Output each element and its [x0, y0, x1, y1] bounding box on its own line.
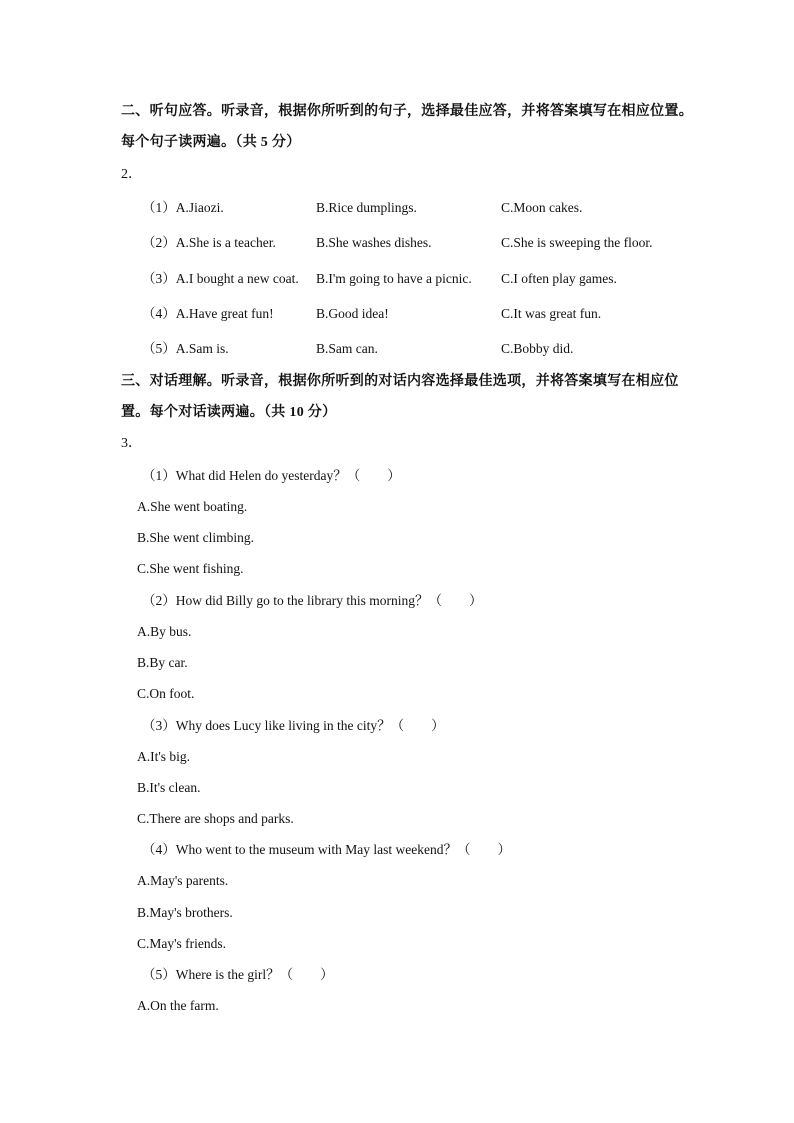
section2-heading-line2: 每个句子读两遍。（共 5 分）	[121, 135, 301, 150]
answer-option: A.By bus.	[137, 624, 192, 639]
section3-heading-line1: 三、对话理解。听录音，根据你所听到的对话内容选择最佳选项，并将答案填写在相应位	[121, 374, 679, 389]
sub-question: （3）Why does Lucy like living in the city？（ ）	[142, 718, 445, 733]
answer-option: A.On the farm.	[137, 998, 219, 1013]
option-b: B.Rice dumplings.	[316, 200, 417, 215]
answer-option: A.May's parents.	[137, 873, 229, 888]
question-number-2: 2．	[121, 167, 142, 182]
option-a: （4）A.Have great fun!	[142, 306, 274, 321]
option-b: B.I'm going to have a picnic.	[316, 271, 472, 286]
option-c: C.It was great fun.	[501, 306, 602, 321]
option-c: C.Moon cakes.	[501, 200, 583, 215]
answer-option: C.There are shops and parks.	[137, 811, 294, 826]
answer-option: A.She went boating.	[137, 499, 248, 514]
option-a: （2）A.She is a teacher.	[142, 235, 276, 250]
option-a: （5）A.Sam is.	[142, 341, 229, 356]
answer-option: B.It's clean.	[137, 780, 201, 795]
sub-question: （5）Where is the girl？（ ）	[142, 967, 334, 982]
sub-question: （1）What did Helen do yesterday？（ ）	[142, 468, 401, 483]
option-b: B.She washes dishes.	[316, 235, 432, 250]
answer-option: B.She went climbing.	[137, 530, 254, 545]
option-b: B.Good idea!	[316, 306, 389, 321]
answer-option: A.It's big.	[137, 749, 191, 764]
answer-option: C.On foot.	[137, 686, 195, 701]
question-number-3: 3．	[121, 436, 142, 451]
option-c: C.Bobby did.	[501, 341, 574, 356]
option-c: C.She is sweeping the floor.	[501, 235, 653, 250]
option-b: B.Sam can.	[316, 341, 378, 356]
answer-option: B.May's brothers.	[137, 905, 233, 920]
section3-heading-line2: 置。每个对话读两遍。（共 10 分）	[121, 405, 337, 420]
sub-question: （2）How did Billy go to the library this morning？（ ）	[142, 593, 483, 608]
option-a: （1）A.Jiaozi.	[142, 200, 224, 215]
answer-option: B.By car.	[137, 655, 188, 670]
answer-option: C.She went fishing.	[137, 561, 244, 576]
option-a: （3）A.I bought a new coat.	[142, 271, 299, 286]
answer-option: C.May's friends.	[137, 936, 227, 951]
option-c: C.I often play games.	[501, 271, 617, 286]
section2-heading-line1: 二、听句应答。听录音，根据你所听到的句子，选择最佳应答，并将答案填写在相应位置。	[121, 104, 693, 119]
sub-question: （4）Who went to the museum with May last weekend？（ ）	[142, 842, 511, 857]
